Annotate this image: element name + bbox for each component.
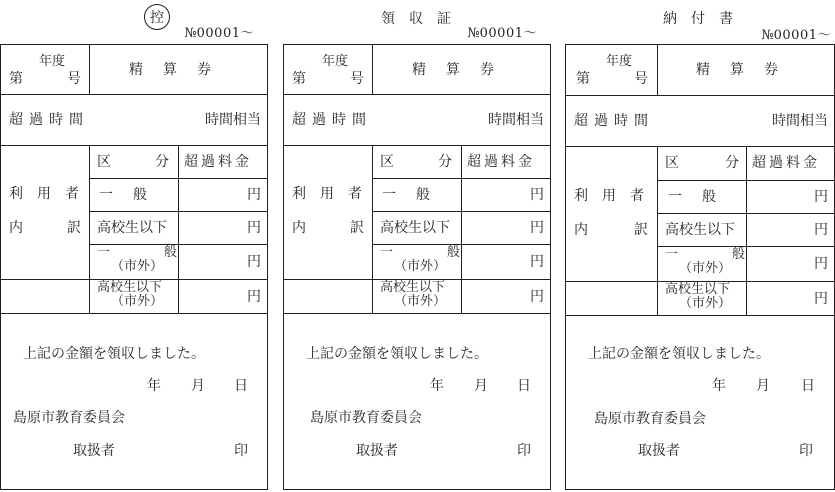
serial-number: №00001〜	[184, 26, 254, 41]
number-dai-label: 第	[576, 71, 590, 87]
row-general-outside-yen: 円	[530, 254, 544, 270]
row-highschool-outside: 高校生以下 （市外）	[665, 282, 731, 311]
row-highschool-outside: 高校生以下 （市外）	[380, 280, 446, 309]
year-label: 年度	[322, 54, 349, 69]
row-highschool-yen: 円	[530, 220, 544, 236]
row-highschool: 高校生以下	[380, 220, 450, 236]
row-general: 一般	[668, 189, 736, 205]
number-go-label: 号	[634, 71, 648, 87]
slip-header	[565, 0, 833, 44]
hours-equivalent: 時間相当	[488, 112, 544, 128]
excess-fee-label: 超過料金	[752, 155, 820, 171]
copy-mark: 控	[144, 4, 170, 30]
received-text: 上記の金額を領収しました。	[588, 346, 770, 362]
row-general: 一般	[99, 187, 167, 203]
row-general-yen: 円	[247, 187, 261, 203]
issuer-name: 島原市教育委員会	[310, 410, 422, 426]
slip-header	[283, 0, 551, 44]
row-highschool: 高校生以下	[665, 222, 735, 238]
row-highschool-outside-yen: 円	[530, 289, 544, 305]
number-dai-label: 第	[292, 71, 306, 87]
category-label: 区 分	[97, 154, 169, 170]
payment-slip	[565, 0, 833, 492]
date-day: 日	[801, 378, 815, 394]
row-general-outside: 一 般 （市外）	[665, 247, 745, 276]
received-text: 上記の金額を領収しました。	[23, 346, 205, 362]
user-breakdown-label: 利用者	[574, 188, 658, 204]
user-breakdown-label: 利用者	[9, 186, 93, 202]
voucher-title: 精算券	[129, 62, 231, 78]
date-year: 年	[147, 378, 161, 394]
excess-fee-label: 超過料金	[467, 154, 535, 170]
breakdown-sub-label: 内 訳	[292, 220, 364, 236]
slip-form	[565, 44, 835, 490]
row-general-yen: 円	[814, 189, 828, 205]
copy-slip	[0, 0, 268, 492]
user-breakdown-label: 利用者	[292, 186, 376, 202]
row-general-outside: 一 般 （市外）	[97, 245, 177, 274]
handler-label: 取扱者	[356, 443, 398, 459]
category-label: 区 分	[380, 154, 452, 170]
row-general: 一般	[382, 187, 450, 203]
row-highschool-yen: 円	[247, 220, 261, 236]
row-highschool: 高校生以下	[97, 220, 167, 236]
hours-equivalent: 時間相当	[205, 112, 261, 128]
handler-label: 取扱者	[73, 443, 115, 459]
date-month: 月	[474, 378, 488, 394]
year-label: 年度	[39, 54, 66, 69]
date-day: 日	[517, 378, 531, 394]
issuer-name: 島原市教育委員会	[594, 411, 706, 427]
date-year: 年	[712, 378, 726, 394]
slip-form	[0, 44, 268, 490]
row-general-outside: 一 般 （市外）	[380, 245, 460, 274]
row-highschool-outside-yen: 円	[247, 289, 261, 305]
row-highschool-yen: 円	[814, 222, 828, 238]
seal-mark: 印	[517, 443, 531, 459]
seal-mark: 印	[799, 443, 813, 459]
date-year: 年	[430, 378, 444, 394]
category-label: 区 分	[665, 155, 739, 171]
row-general-outside-yen: 円	[814, 256, 828, 272]
receipt-title: 領収証	[381, 11, 465, 27]
excess-fee-label: 超過料金	[184, 154, 252, 170]
issuer-name: 島原市教育委員会	[13, 410, 125, 426]
slip-form	[283, 44, 551, 490]
slip-header	[0, 0, 268, 44]
received-text: 上記の金額を領収しました。	[306, 346, 488, 362]
handler-label: 取扱者	[638, 443, 680, 459]
date-month: 月	[191, 378, 205, 394]
seal-mark: 印	[234, 443, 248, 459]
row-general-outside-yen: 円	[247, 254, 261, 270]
number-go-label: 号	[350, 71, 364, 87]
breakdown-sub-label: 内 訳	[9, 220, 81, 236]
number-dai-label: 第	[9, 71, 23, 87]
overtime-label: 超過時間	[9, 112, 89, 128]
payment-title: 納付書	[663, 11, 747, 27]
breakdown-sub-label: 内 訳	[574, 222, 648, 238]
date-day: 日	[234, 378, 248, 394]
row-general-yen: 円	[530, 187, 544, 203]
row-highschool-outside: 高校生以下 （市外）	[97, 280, 163, 309]
overtime-label: 超過時間	[292, 112, 372, 128]
hours-equivalent: 時間相当	[772, 113, 828, 129]
row-highschool-outside-yen: 円	[814, 291, 828, 307]
serial-number: №00001〜	[761, 28, 831, 43]
year-label: 年度	[606, 54, 633, 69]
date-month: 月	[756, 378, 770, 394]
voucher-title: 精算券	[696, 62, 798, 78]
receipt-slip	[283, 0, 551, 492]
overtime-label: 超過時間	[574, 113, 654, 129]
voucher-title: 精算券	[412, 62, 514, 78]
serial-number: №00001〜	[467, 26, 537, 41]
number-go-label: 号	[67, 71, 81, 87]
